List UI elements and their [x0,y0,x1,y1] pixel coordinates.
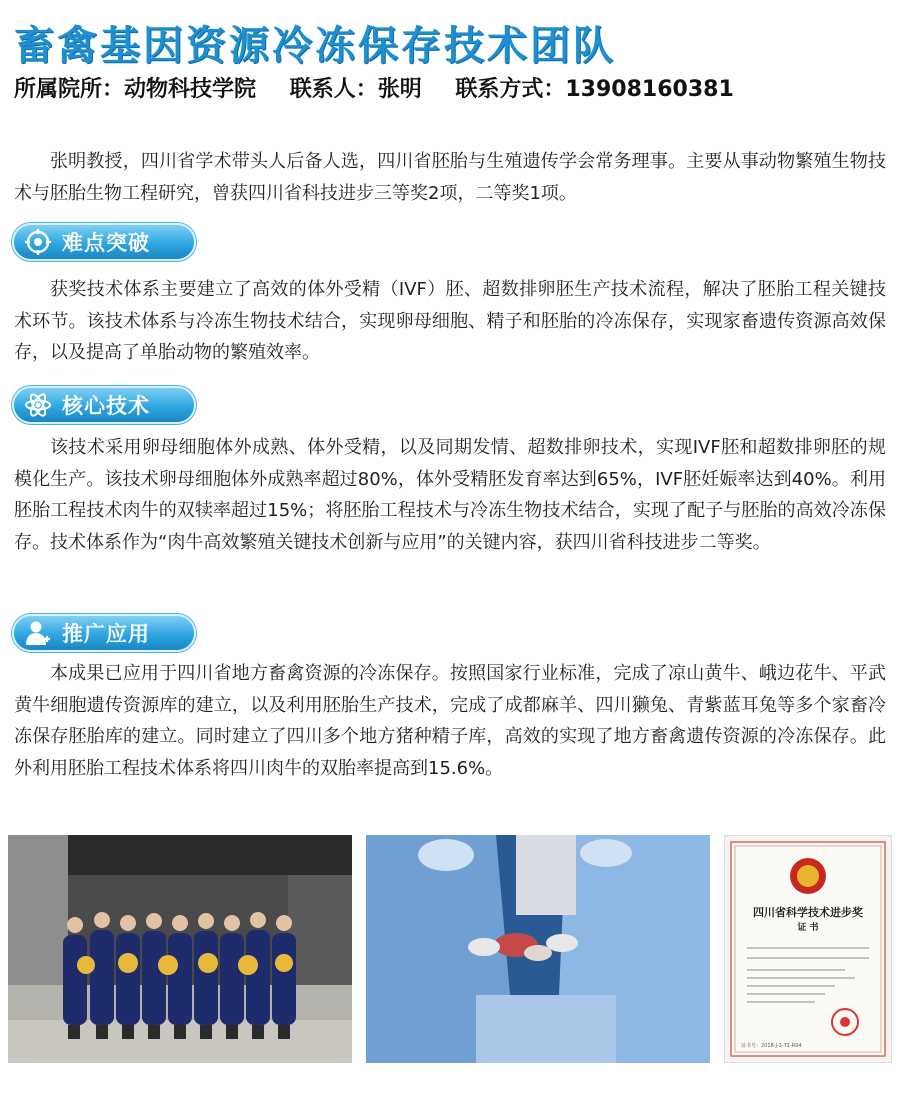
section-heading-label: 难点突破 [62,231,150,255]
phone-label: 联系方式：13908160381 [455,77,734,102]
contact-label: 联系人：张明 [289,77,422,102]
intro-paragraph: 张明教授，四川省学术带头人后备人选，四川省胚胎与生殖遗传学会常务理事。主要从事动物繁殖生物技术与胚胎生物工程研究，曾获四川省科技进步三等奖2项，二等奖1项。 [14,151,886,204]
atom-icon [24,391,52,419]
core-paragraph: 该技术采用卵母细胞体外成熟、体外受精，以及同期发情、超数排卵技术，实现IVF胚和超数排卵胚的规模化生产。该技术卵母细胞体外成熟率超过80%，体外受精胚发育率达到65%，IVF胚妊娠率达到40%。利用胚胎工程技术肉牛的双犊率超过15%；将胚胎工程技术与冷冻生物技术结合，实现了配子与胚胎的高效冷冻保存。技术体系作为“肉牛高效繁殖关键技术创新与应用”的关键内容，获四川省科技进步二等奖。 [14,437,886,553]
team-meta [14,72,760,103]
award-certificate [724,835,892,1063]
lab-operation-photo [366,835,710,1063]
team-group-photo [8,835,352,1063]
page-title: 畜禽基因资源冷冻保存技术团队 [14,23,616,69]
person-icon [24,619,52,647]
certificate-subtitle: 证 书 [797,923,819,933]
section-heading-label: 核心技术 [62,394,150,418]
certificate-number: 证书号：2018-J-2-71-R04 [741,1043,802,1049]
section-heading-promotion [12,614,196,652]
target-icon [24,228,52,256]
section-heading-difficulty [12,223,196,261]
section-heading-core [12,386,196,424]
promotion-paragraph: 本成果已应用于四川省地方畜禽资源的冷冻保存。按照国家行业标准，完成了凉山黄牛、峨边花牛、平武黄牛细胞遗传资源库的建立，以及利用胚胎生产技术，完成了成都麻羊、四川獭兔、青紫蓝耳兔等多个家畜冷冻保存胚胎库的建立。同时建立了四川多个地方猪种精子库，高效的实现了地方畜禽遗传资源的冷冻保存。此外利用胚胎工程技术体系将四川肉牛的双胎率提高到15.6%。 [14,663,886,779]
institute-label: 所属院所：动物科技学院 [14,77,257,102]
certificate-title: 四川省科学技术进步奖 [753,906,863,919]
section-heading-label: 推广应用 [62,622,150,646]
difficulty-paragraph: 获奖技术体系主要建立了高效的体外受精（IVF）胚、超数排卵胚生产技术流程，解决了胚胎工程关键技术环节。该技术体系与冷冻生物技术结合，实现卵母细胞、精子和胚胎的冷冻保存，实现家畜遗传资源高效保存，以及提高了单胎动物的繁殖效率。 [14,279,886,363]
